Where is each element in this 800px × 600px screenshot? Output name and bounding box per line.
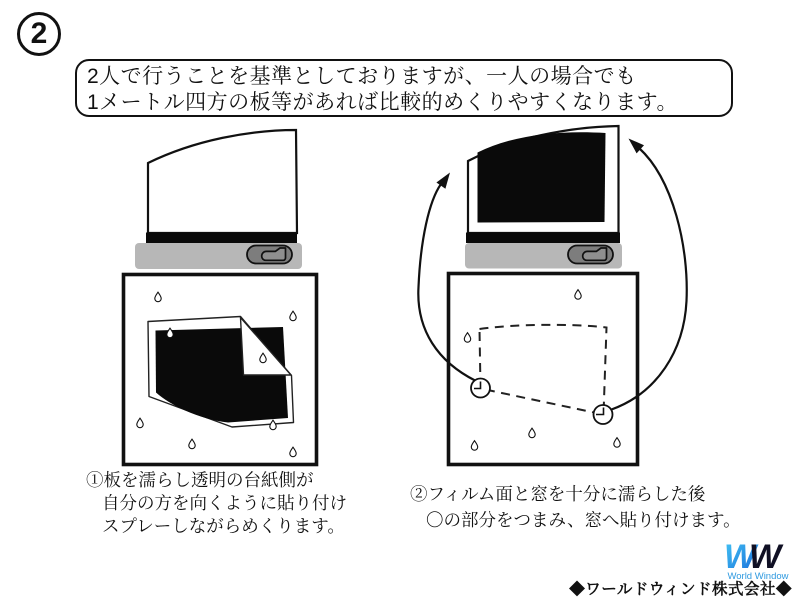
door-handle-icon xyxy=(247,246,292,264)
window-seal-strip xyxy=(146,233,297,244)
door-handle-icon xyxy=(568,246,613,264)
bubble-line-2: 1メートル四方の板等があれば比較的めくりやすくなります。 xyxy=(87,91,678,114)
logo-subtitle: World Window xyxy=(727,571,789,582)
company-name: ◆ワールドウィンド株式会社◆ xyxy=(569,581,792,598)
logo-letter-w1: W xyxy=(724,538,757,576)
caption-line: スプレーしながらめくります。 xyxy=(102,516,345,536)
logo-letter-w2: W xyxy=(749,538,782,576)
right-step-caption xyxy=(410,481,741,533)
car-window-glass xyxy=(148,130,297,233)
board xyxy=(449,274,638,465)
bubble-line-1: 2人で行うことを基準としておりますが、一人の場合でも xyxy=(87,65,637,88)
right-diagram xyxy=(418,126,686,465)
step-number: 2 xyxy=(30,17,48,50)
window-seal-strip xyxy=(466,233,620,244)
caption-line: ②フィルム面と窓を十分に濡らした後 xyxy=(410,484,706,504)
caption-line: 自分の方を向くように貼り付け xyxy=(102,493,347,513)
caption-line: 〇の部分をつまみ、窓へ貼り付けます。 xyxy=(426,510,741,530)
left-step-caption xyxy=(86,469,347,538)
left-diagram xyxy=(124,130,317,465)
applied-window-film xyxy=(478,132,606,222)
caption-line: ①板を濡らし透明の台紙側が xyxy=(86,470,314,490)
